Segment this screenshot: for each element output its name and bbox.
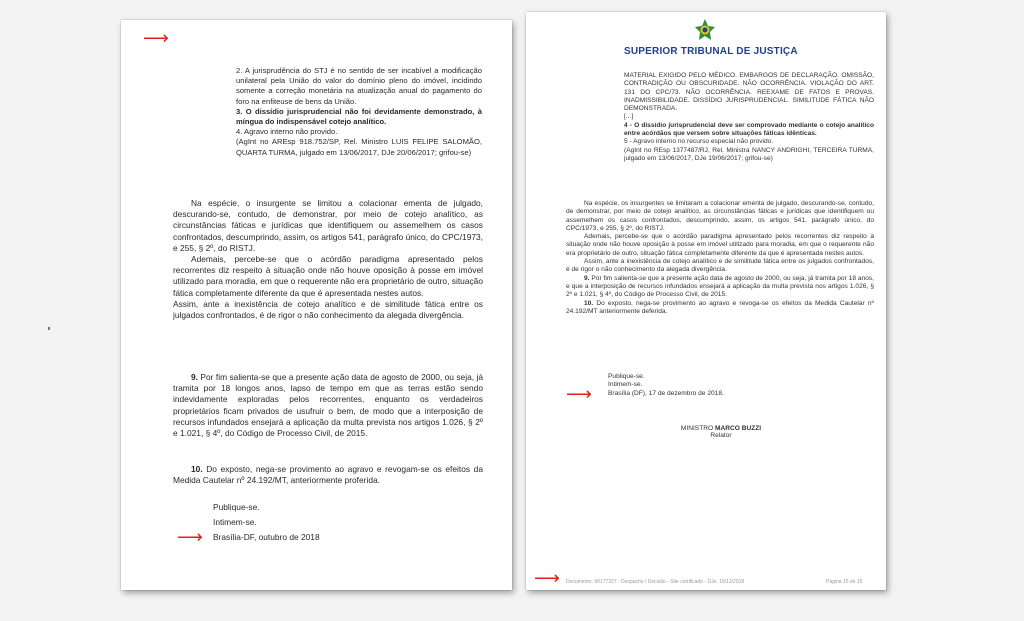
paragraph-ademais: Ademais, percebe-se que o acórdão paradigma apresentado pelos recorrentes diz respeito à situação onde não houve oposição à posse em imóvel utilizado para moradia, em que o requerente não era proprietário de outro, situação fática completamente diferente da que é apresentada nestes autos.	[173, 254, 483, 298]
brasilia-date-line: Brasília-DF, outubro de 2018	[213, 532, 320, 543]
document-footer: Documento: 90177327 - Despacho / Decisão - Site certificado - DJe: 19/12/2018	[566, 579, 745, 585]
paragraph-9-text: Por fim salienta-se que a presente ação data de agosto de 2000, ou seja, já tramita por 18 anos, e que a interposição de recursos infundados ensejará a aplicação da multa prevista nos artigos 1.026, § 2º e 1.021, § 4º, do Código de Processo Civil, de 2015.	[566, 274, 874, 299]
document-page-right	[526, 12, 886, 590]
red-arrow-icon: ⟶	[143, 28, 169, 49]
quoted-ementa	[236, 66, 482, 158]
page-number: Página 15 de 15	[826, 579, 863, 585]
intimem-line: Intimem-se.	[213, 517, 257, 528]
body-text	[566, 200, 874, 316]
brasilia-date-line: Brasília (DF), 17 de dezembro de 2018.	[608, 389, 724, 397]
quote-citation: (AgInt no AREsp 918.752/SP, Rel. Ministro LUIS FELIPE SALOMÃO, QUARTA TURMA, julgado em 13/06/2017, DJe 20/06/2017; grifou-se)	[236, 137, 482, 157]
publique-line: Publique-se.	[608, 373, 645, 380]
body-text	[173, 198, 483, 321]
quote-item-3: 3. O dissídio jurisprudencial não foi devidamente demonstrado, à míngua do indispensável cotejo analítico.	[236, 106, 482, 127]
closing-block	[213, 502, 413, 544]
red-arrow-icon: ⟶	[566, 384, 592, 405]
signer-role: Relator	[710, 432, 732, 439]
court-name-header: SUPERIOR TRIBUNAL DE JUSTIÇA	[624, 46, 798, 57]
quote-item-2: 2. A jurisprudência do STJ é no sentido de ser incabível a modificação unilateral pela União do valor do domínio pleno do imóvel, incidindo somente a correção monetária na atualização anual do pagamento do foro na enfiteuse de bens da União.	[236, 66, 482, 106]
red-arrow-icon: ⟶	[534, 568, 560, 589]
paragraph-assim: Assim, ante a inexistência de cotejo analítico e de similitude fática entre os julgados confrontados, é de rigor o não conhecimento da alegada divergência.	[173, 298, 483, 321]
quote-citation: (AgInt no REsp 1377487/RJ, Rel. Ministra NANCY ANDRIGHI, TERCEIRA TURMA, julgado em 13/06/2017, DJe 19/06/2017; grifou-se)	[624, 146, 874, 162]
signature-block	[646, 425, 796, 439]
quoted-ementa	[624, 72, 874, 163]
paragraph-especie: Na espécie, o insurgente se limitou a colacionar ementa de julgado, descurando-se, contudo, de demonstrar, por meio de cotejo analítico, as circunstâncias fáticas e jurídicas que identifiquem ou assemelhem os casos confrontados, descumprindo, assim, os artigos 541, parágrafo único, do CPC/1973, e 255, § 2º, do RISTJ.	[173, 198, 483, 253]
paragraph-9-text: Por fim salienta-se que a presente ação data de agosto de 2000, ou seja, já tramita por 18 longos anos, lapso de tempo em que as terras estão sendo indevidamente exploradas pelos recorrentes, enquanto os verdadeiros proprietários ficam privados de usufruir o bem, de modo que a interposição de recursos infundados ensejará a aplicação da multa prevista nos artigos 1.026, § 2º e 1.021, § 4º, do Código de Processo Civil, de 2015.	[173, 372, 483, 439]
paragraph-9-number: 9.	[191, 372, 198, 382]
paragraph-ademais: Ademais, percebe-se que o acórdão paradigma apresentado pelos recorrentes diz respeito à situação onde não houve oposição à posse em imóvel utilizado para moradia, em que o requerente não era proprietário de outro, situação fática completamente diferente da que é apresentada nestes autos.	[566, 233, 874, 257]
red-arrow-icon: ⟶	[177, 527, 203, 548]
paragraph-10-text: Do exposto, nega-se provimento ao agravo e revogam-se os efeitos da Medida Cautelar nº 24.192/MT, anteriormente proferida.	[173, 464, 483, 486]
closing-block	[608, 373, 808, 398]
signer-prefix: MINISTRO	[680, 425, 715, 432]
quote-head: MATERIAL EXIGIDO PELO MÉDICO. EMBARGOS DE DECLARAÇÃO. OMISSÃO, CONTRADIÇÃO OU OBSCURIDADE. NÃO OCORRÊNCIA. VIOLAÇÃO DO ART. 131 DO CPC/73. NÃO OCORRÊNCIA. REEXAME DE FATOS E PROVAS. INADMISSIBILIDADE. DISSÍDIO JURISPRUDENCIAL. SIMILITUDE FÁTICA NÃO DEMONSTRADA.	[624, 72, 874, 113]
ellipsis: [...]	[624, 113, 634, 121]
quote-item-5: 5 - Agravo interno no recurso especial não provido.	[624, 138, 774, 146]
paragraph-10	[173, 464, 483, 486]
paragraph-9-number: 9.	[584, 274, 590, 282]
publique-line: Publique-se.	[213, 502, 260, 512]
speck	[48, 327, 50, 330]
signer-name: MARCO BUZZI	[714, 425, 762, 432]
paragraph-10-number: 10.	[584, 299, 594, 307]
paragraph-especie: Na espécie, os insurgentes se limitaram a colacionar ementa de julgado, descurando-se, contudo, de demonstrar, por meio de cotejo analítico, as circunstâncias fáticas e jurídicas que identifiquem ou assemelhem os casos confrontados, descumprindo, assim, os artigos 541, parágrafo único, do CPC/1973, e 255, § 2º, do RISTJ.	[566, 200, 874, 232]
quote-item-4: 4. Agravo interno não provido.	[236, 127, 338, 137]
quote-item-4: 4 - O dissídio jurisprudencial deve ser comprovado mediante o cotejo analítico entre acórdãos que versem sobre situações fáticas idênticas.	[624, 121, 874, 138]
paragraph-10-number: 10.	[191, 464, 203, 474]
paragraph-10-text: Do exposto, nega-se provimento ao agravo e revoga-se os efeitos da Medida Cautelar nº 24.192/MT anteriormente deferida.	[566, 299, 874, 315]
intimem-line: Intimem-se.	[608, 381, 643, 389]
paragraph-assim: Assim, ante a inexistência de cotejo analítico e de similitude fática entre os julgados confrontados, é de rigor o não conhecimento da alegada divergência.	[566, 258, 874, 274]
paragraph-9	[173, 372, 483, 439]
brazil-coat-of-arms-icon	[694, 18, 716, 42]
document-page-left	[121, 20, 512, 590]
